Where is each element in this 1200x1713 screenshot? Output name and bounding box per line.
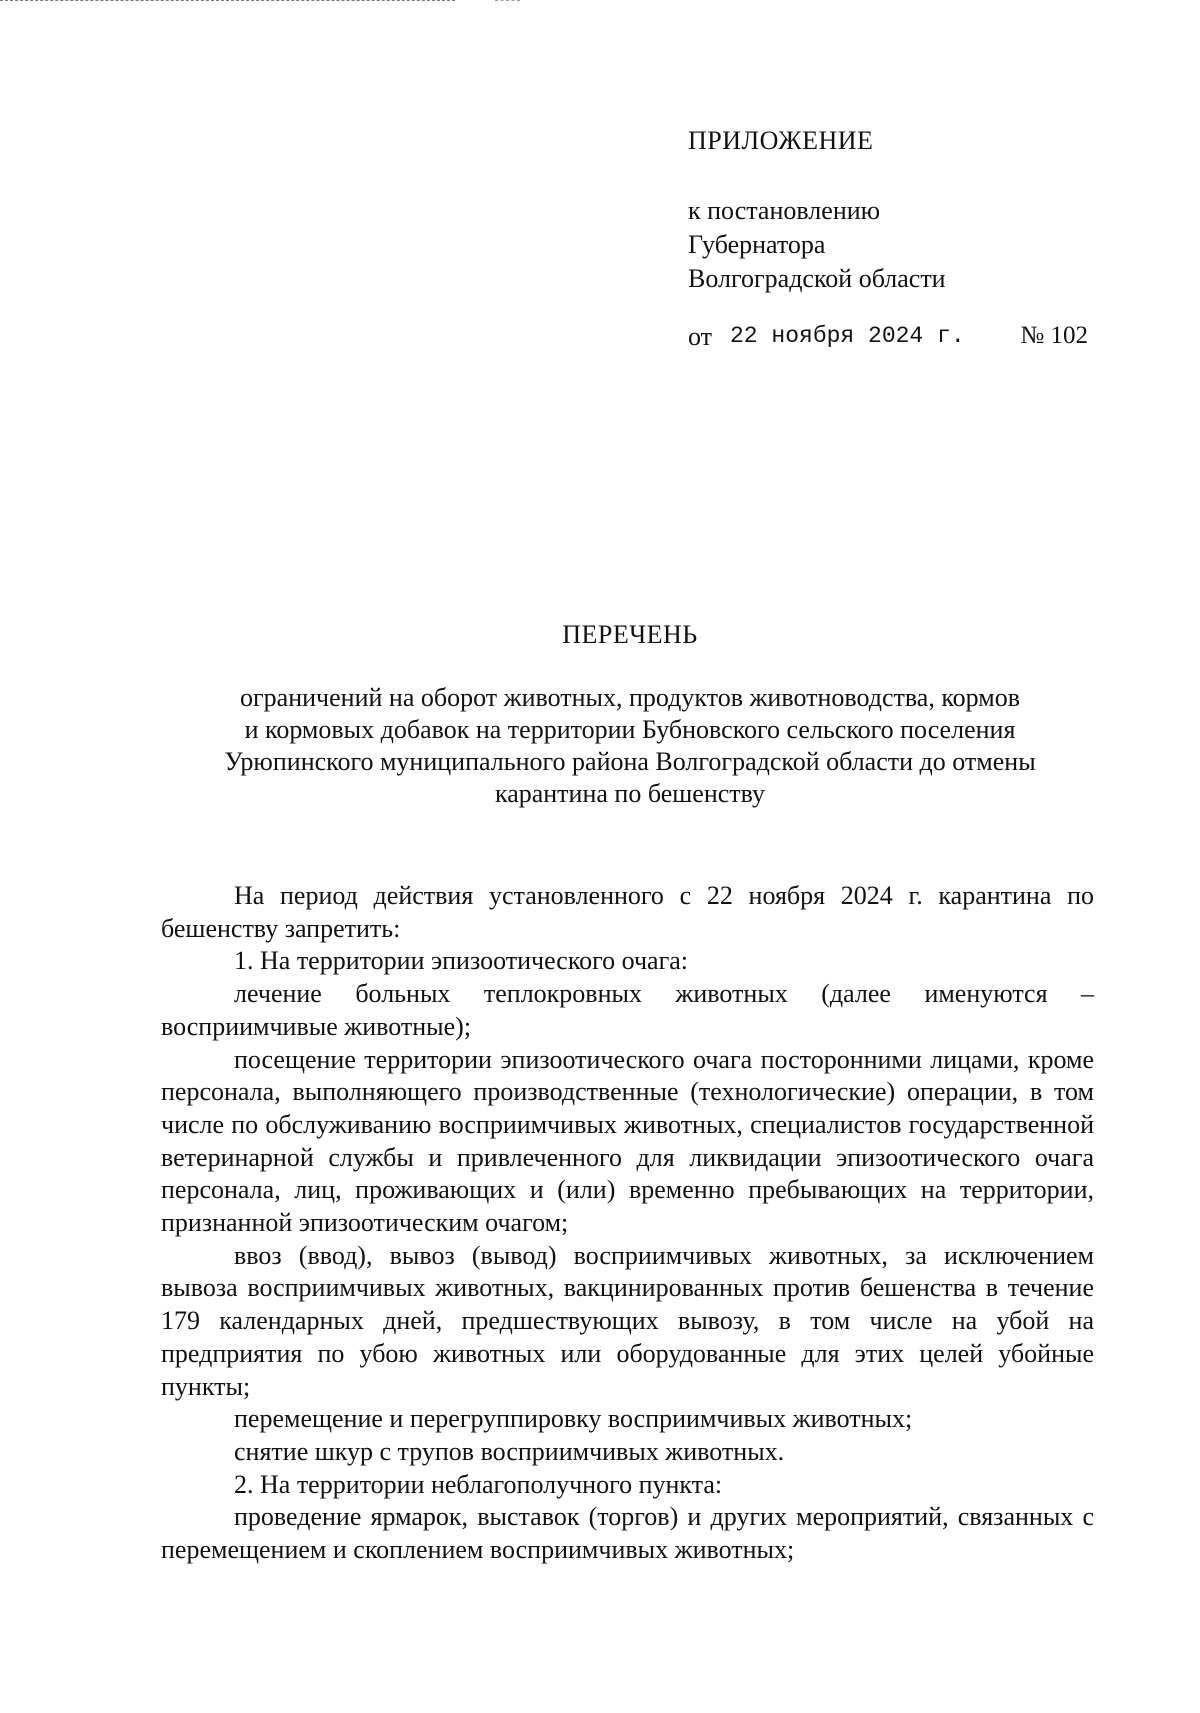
resolution-number: № 102 — [1020, 322, 1088, 349]
document-body — [161, 880, 1094, 1567]
body-paragraph: посещение территории эпизоотического очага посторонними лицами, кроме персонала, выполняющего производственные (технологические) операции, в том числе по обслуживанию восприимчивых животных, специалистов государственной ветеринарной службы и привлеченного для ликвидации эпизоотического очага персонала, лиц, проживающих и (или) временно пребывающих на территории, признанной эпизоотическим очагом; — [161, 1044, 1094, 1238]
date-prefix: от — [688, 322, 713, 351]
body-paragraph: снятие шкур с трупов восприимчивых животных. — [234, 1436, 785, 1466]
document-subtitle — [160, 682, 1100, 810]
body-paragraph: 2. На территории неблагополучного пункта: — [234, 1469, 723, 1499]
document-title: ПЕРЕЧЕНЬ — [562, 620, 698, 649]
appendix-reference — [688, 194, 1108, 296]
appendix-ref-line: Волгоградской области — [688, 264, 946, 293]
subtitle-line: ограничений на оборот животных, продуктов животноводства, кормов — [240, 683, 1020, 712]
appendix-ref-line: к постановлению — [688, 196, 881, 225]
body-paragraph: перемещение и перегруппировку восприимчивых животных; — [234, 1404, 913, 1434]
body-paragraph: На период действия установленного с 22 ноября 2024 г. карантина по бешенству запретить: — [161, 881, 1094, 943]
appendix-title: ПРИЛОЖЕНИЕ — [688, 126, 874, 155]
appendix-block — [688, 124, 1108, 296]
resolution-date: 22 ноября 2024 г. — [730, 323, 965, 349]
body-paragraph: 1. На территории эпизоотического очага: — [234, 946, 689, 976]
resolution-date-line — [688, 322, 1088, 356]
body-paragraph: проведение ярмарок, выставок (торгов) и других мероприятий, связанных с перемещением и скоплением восприимчивых животных; — [161, 1502, 1094, 1565]
appendix-ref-line: Губернатора — [688, 230, 826, 259]
top-edge-line — [0, 0, 455, 1]
body-paragraph: лечение больных теплокровных животных (далее именуются – восприимчивые животные); — [161, 979, 1094, 1041]
subtitle-line: карантина по бешенству — [494, 779, 766, 808]
subtitle-line: Урюпинского муниципального района Волгоградской области до отмены — [224, 747, 1036, 776]
body-paragraph: ввоз (ввод), вывоз (вывод) восприимчивых животных, за исключением вывоза восприимчивых животных, вакцинированных против бешенства в течение 179 календарных дней, предшествующих вывозу, в том числе на убой на предприятия по убою животных или оборудованные для этих целей убойные пункты; — [161, 1240, 1094, 1401]
subtitle-line: и кормовых добавок на территории Бубновского сельского поселения — [244, 715, 1016, 744]
top-edge-mark — [495, 0, 520, 1]
